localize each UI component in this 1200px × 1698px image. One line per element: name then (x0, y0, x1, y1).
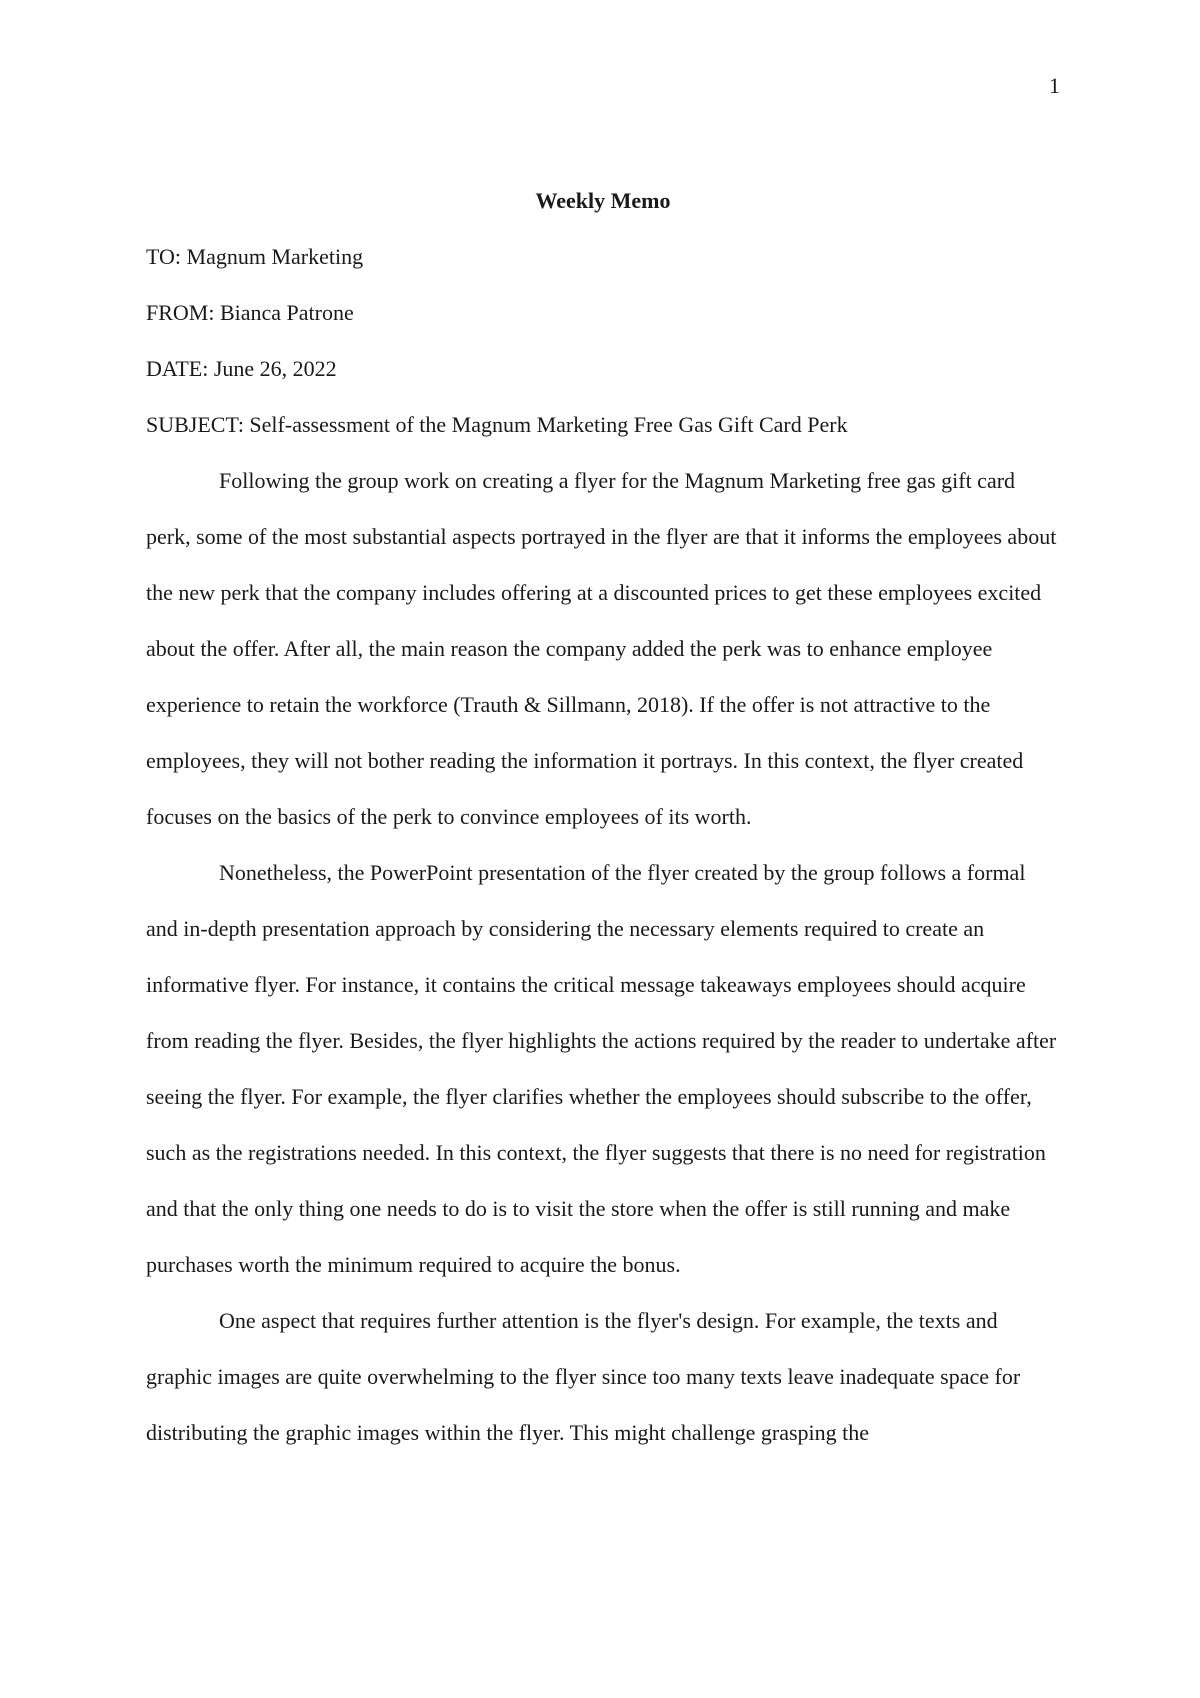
page-number: 1 (1049, 73, 1060, 98)
memo-date: DATE: June 26, 2022 (146, 356, 337, 381)
memo-from: FROM: Bianca Patrone (146, 300, 354, 325)
memo-to: TO: Magnum Marketing (146, 244, 364, 269)
memo-subject: SUBJECT: Self-assessment of the Magnum Marketing Free Gas Gift Card Perk (146, 412, 848, 437)
paragraph: Following the group work on creating a flyer for the Magnum Marketing free gas gift card perk, some of the most substantial aspects portrayed in the flyer are that it informs the employees about the new perk that the company includes offering at a discounted prices to get these employees excited about the offer. After all, the main reason the company added the perk was to enhance employee experience to retain the workforce (Trauth & Sillmann, 2018). If the offer is not attractive to the employees, they will not bother reading the information it portrays. In this context, the flyer created focuses on the basics of the perk to convince employees of its worth. (146, 468, 1057, 829)
paragraph: One aspect that requires further attention is the flyer's design. For example, the texts and graphic images are quite overwhelming to the flyer since too many texts leave inadequate space for distributing the graphic images within the flyer. This might challenge grasping the (146, 1308, 1021, 1445)
memo-body (146, 173, 1060, 1461)
memo-title: Weekly Memo (535, 188, 671, 213)
paragraph: Nonetheless, the PowerPoint presentation of the flyer created by the group follows a formal and in-depth presentation approach by considering the necessary elements required to create an informative flyer. For instance, it contains the critical message takeaways employees should acquire from reading the flyer. Besides, the flyer highlights the actions required by the reader to undertake after seeing the flyer. For example, the flyer clarifies whether the employees should subscribe to the offer, such as the registrations needed. In this context, the flyer suggests that there is no need for registration and that the only thing one needs to do is to visit the store when the offer is still running and make purchases worth the minimum required to acquire the bonus. (146, 860, 1057, 1277)
